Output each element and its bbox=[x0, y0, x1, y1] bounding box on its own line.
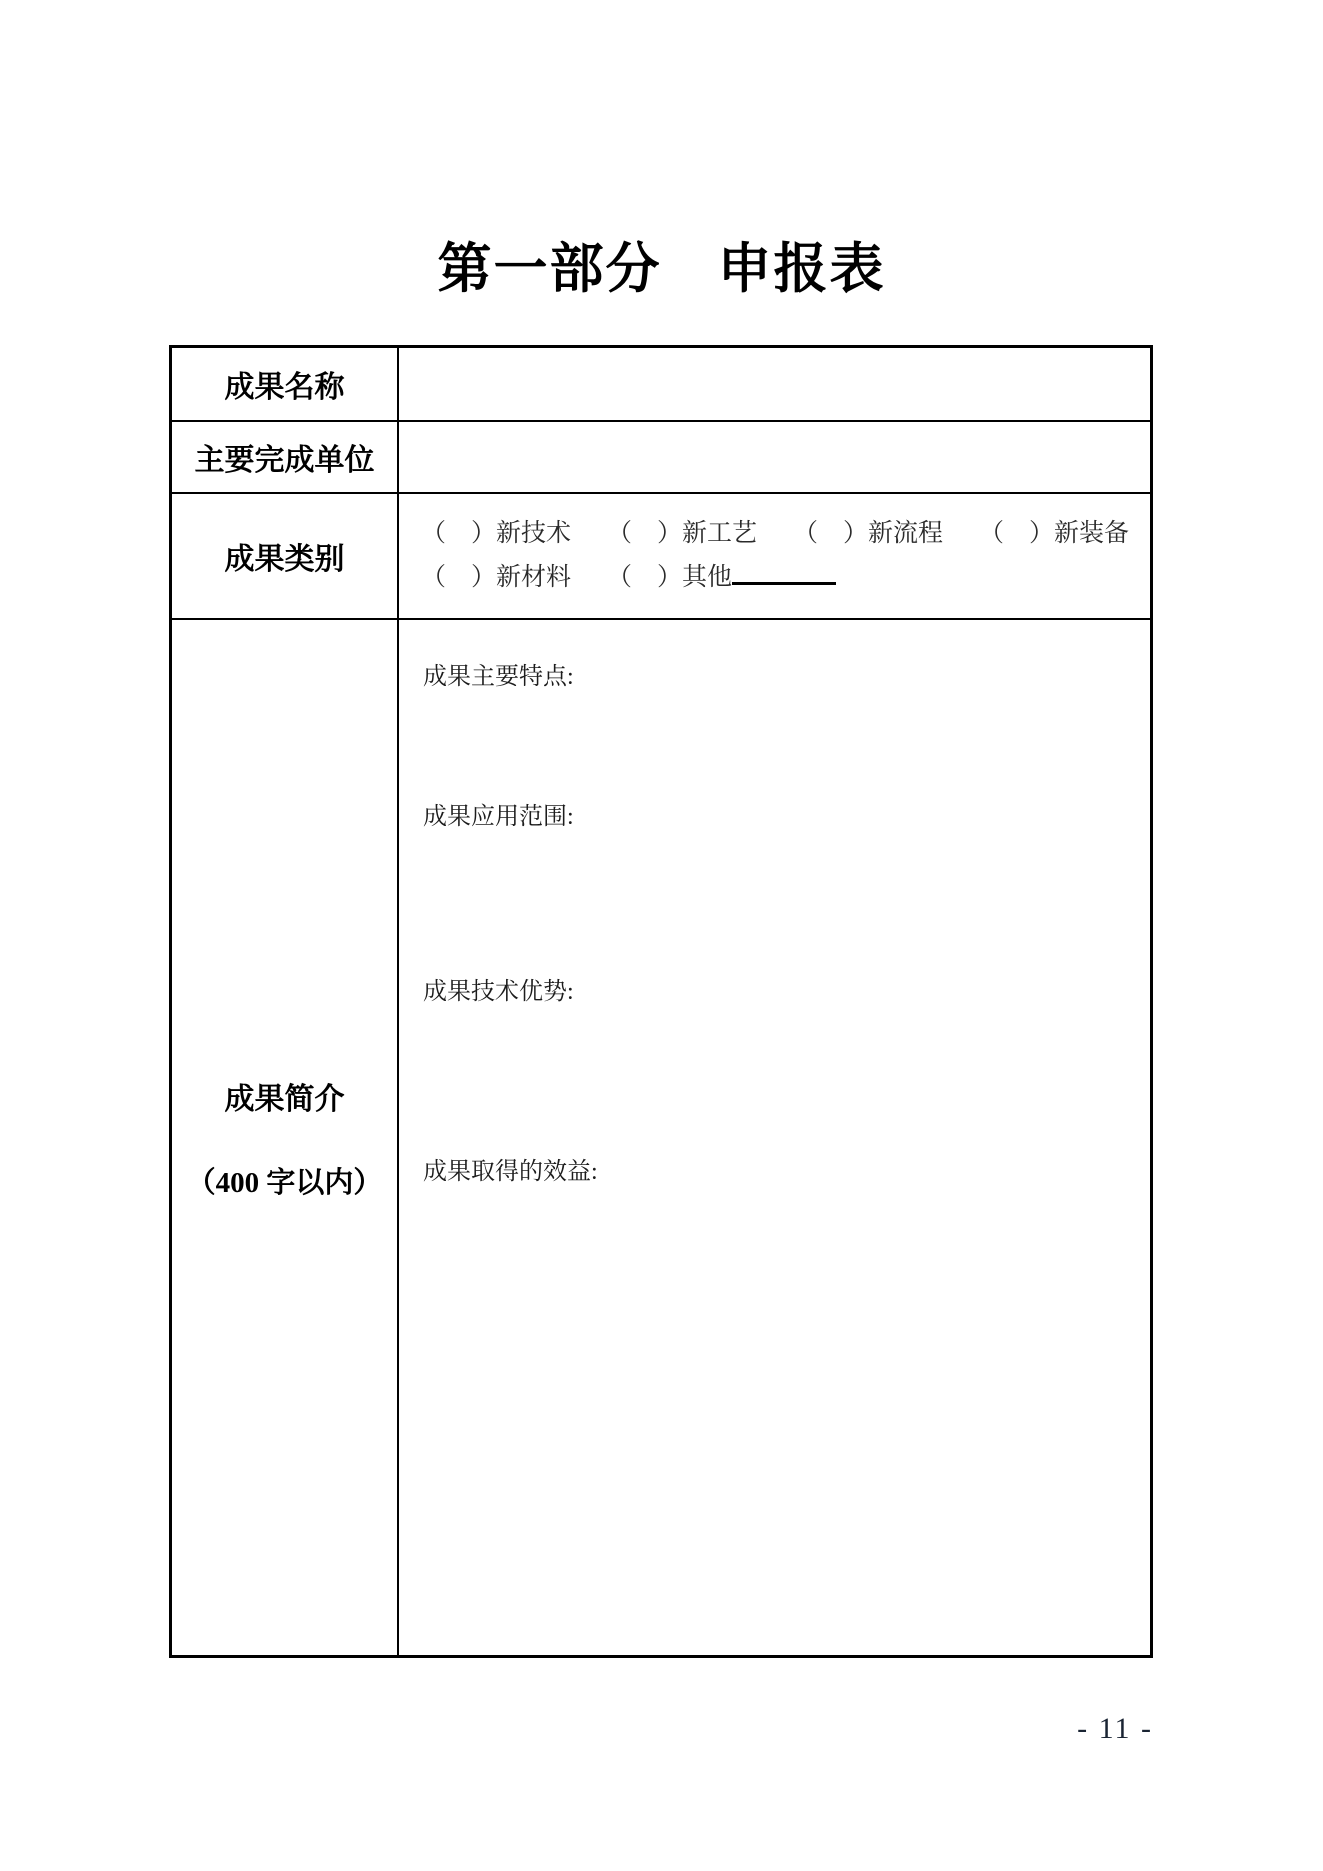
other-blank-underline[interactable] bbox=[732, 559, 836, 585]
section-main-features: 成果主要特点: bbox=[423, 664, 574, 690]
section-application-scope: 成果应用范围: bbox=[423, 804, 574, 830]
label-main-completing-unit: 主要完成单位 bbox=[172, 422, 399, 494]
label-achievement-category: 成果类别 bbox=[172, 494, 399, 620]
category-options-line2 bbox=[421, 556, 1150, 600]
intro-word-limit: （400 字以内） bbox=[186, 1167, 383, 1199]
intro-label-text: 成果简介 bbox=[224, 1083, 345, 1116]
category-options-line1 bbox=[421, 512, 1150, 556]
field-main-completing-unit[interactable] bbox=[399, 422, 1150, 494]
checkbox-new-flow[interactable]: （ ）新流程 bbox=[793, 520, 944, 547]
field-achievement-name[interactable] bbox=[399, 348, 1150, 422]
page-number: - 11 - bbox=[1077, 1712, 1153, 1745]
label-achievement-intro bbox=[172, 620, 399, 1655]
field-achievement-intro[interactable] bbox=[399, 620, 1150, 1655]
application-form-table bbox=[169, 345, 1153, 1658]
checkbox-new-technology[interactable]: （ ）新技术 bbox=[421, 520, 572, 547]
page-title: 第一部分 申报表 bbox=[437, 239, 886, 299]
checkbox-other[interactable]: （ ）其他 bbox=[607, 564, 733, 591]
checkbox-new-material[interactable]: （ ）新材料 bbox=[421, 564, 572, 591]
label-achievement-name: 成果名称 bbox=[172, 348, 399, 422]
section-technical-advantages: 成果技术优势: bbox=[423, 979, 574, 1005]
checkbox-new-process[interactable]: （ ）新工艺 bbox=[607, 520, 758, 547]
section-benefits-obtained: 成果取得的效益: bbox=[423, 1159, 598, 1185]
checkbox-new-equipment[interactable]: （ ）新装备 bbox=[979, 520, 1130, 547]
field-achievement-category[interactable] bbox=[399, 494, 1150, 620]
